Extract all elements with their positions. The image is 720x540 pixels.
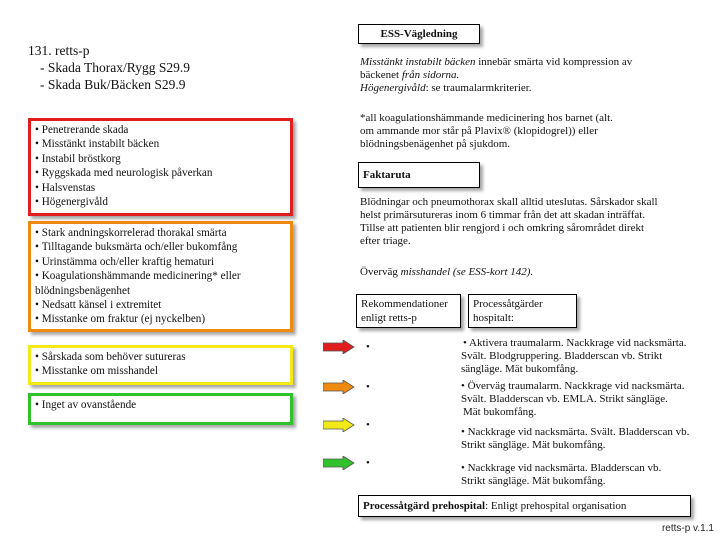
action-line: sängläge. Mät bukomfång. [461,363,579,375]
action-line: • Aktivera traumalarm. Nackkrage vid nacksmärta. [463,337,687,349]
hog-term: Högenergivåld [360,82,426,94]
red-criterion: • Misstänkt instabilt bäcken [35,137,286,151]
action-line: Svält. Blodgruppering. Bladderscan vb. Strikt [461,350,663,362]
diagnosis-buk: - Skada Buk/Bäcken S29.9 [40,77,186,92]
yellow-criterion: • Misstanke om misshandel [35,364,286,378]
red-criterion: • Högenergivåld [35,195,286,209]
action-line: Svält. Bladderscan vb. EMLA. Strikt sängläge. [461,393,668,405]
misshandel-ref: misshandel (se ESS-kort 142). [400,266,534,278]
triage-yellow-box [28,345,293,385]
faktaruta-heading: Faktaruta [358,162,480,188]
action-line: Strikt sängläge. Mät bukomfång. [461,475,606,487]
red-criterion: • Ryggskada med neurologisk påverkan [35,166,286,180]
green-bullet: • [366,457,370,469]
orange-criterion: • Stark andningskorrelerad thorakal smärta [35,226,286,240]
red-arrow-icon [323,340,355,354]
instabilt-info [360,56,705,95]
prehospital-text: : Enligt prehospital organisation [485,500,627,512]
fakta-line: efter triage. [360,235,411,247]
koagulation-info [360,112,705,151]
faktaruta-text [360,196,705,248]
orange-criterion: • Koagulationshämmande medicinering* eller [35,269,286,283]
fakta-line: Blödningar och pneumothorax skall alltid uteslutas. Sårskador skall [360,196,658,208]
orange-criterion: • Urinstämma och/eller kraftig hematuri [35,255,286,269]
triage-orange-box [28,221,293,332]
instab-term: Misstänkt instabilt bäcken [360,56,476,68]
orange-criterion: • Misstanke om fraktur (ej nyckelben) [35,312,286,326]
fakta-line: Tillse att patienten blir rengjord i och omkring sårområdet direkt [360,222,645,234]
action-line: • Överväg traumalarm. Nackkrage vid nacksmärta. [461,380,685,392]
process-line: hospitalt: [473,312,514,324]
koag-line: blödningsbenägenhet på sjukdom. [360,138,511,150]
koag-line: om ammande mor står på Plavix® (klopidogrel)) eller [360,125,598,137]
yellow-criterion: • Sårskada som behöver sutureras [35,350,286,364]
yellow-actions [455,426,717,452]
ess-header: ESS-Vägledning [358,24,480,44]
instab-rest: innebär smärta vid kompression av [475,56,633,68]
misshandel-prefix: Överväg [360,266,401,278]
triage-green-box [28,393,293,425]
prehospital-box [358,495,691,517]
process-actions-box [468,294,577,328]
action-line: Mät bukomfång. [463,406,537,418]
red-bullet: • [366,341,370,353]
diagnosis-thorax: - Skada Thorax/Rygg S29.9 [40,60,190,75]
process-line: Processåtgärder [473,298,543,310]
hog-rest: : se traumalarmkriterier. [425,82,532,94]
card-title [28,42,190,93]
card-code: 131. retts-p [28,43,90,58]
red-actions [455,337,717,376]
orange-criterion: • Nedsatt känsel i extremitet [35,298,286,312]
red-criterion: • Instabil bröstkorg [35,152,286,166]
action-line: • Nackkrage vid nacksmärta. Svält. Bladderscan vb. [461,426,690,438]
red-criterion: • Penetrerande skada [35,123,286,137]
fakta-line: helst primärsutureras inom 6 timmar från det att skadan inträffat. [360,209,646,221]
green-criterion: • Inget av ovanstående [35,398,286,412]
red-criterion: • Halsvenstas [35,181,286,195]
orange-arrow-icon [323,380,355,394]
recommendations-box [356,294,461,328]
koag-line: *all koagulationshämmande medicinering hos barnet (alt. [360,112,613,124]
misshandel-note [360,266,705,279]
yellow-arrow-icon [323,418,355,432]
recommend-line: Rekommendationer [361,298,448,310]
orange-actions [455,380,717,419]
orange-criterion-cont: blödningsbenägenhet [35,284,131,297]
triage-red-box [28,118,293,216]
instab-line2a: bäckenet [360,69,402,81]
action-line: • Nackkrage vid nacksmärta. Bladderscan vb. [461,462,662,474]
instab-line2b: från sidorna. [401,69,460,81]
orange-bullet: • [366,381,370,393]
green-actions [455,462,717,488]
green-arrow-icon [323,456,355,470]
recommend-line: enligt retts-p [361,312,417,324]
yellow-bullet: • [366,419,370,431]
prehospital-label: Processåtgärd prehospital [363,500,486,512]
version-label: retts-p v.1.1 [661,523,714,534]
action-line: Strikt sängläge. Mät bukomfång. [461,439,606,451]
orange-criterion: • Tilltagande buksmärta och/eller bukomfång [35,240,286,254]
